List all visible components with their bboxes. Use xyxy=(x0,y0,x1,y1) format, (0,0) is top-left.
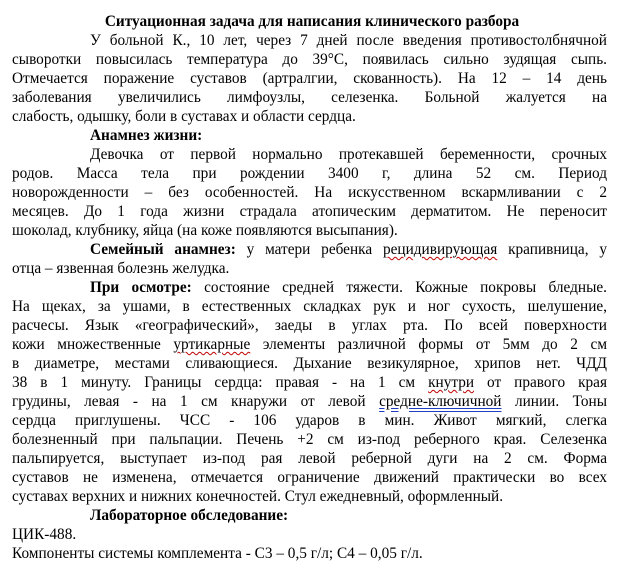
exam-line-8: сердца приглушены. ЧСС - 106 ударов в мин. Живот мягкий, слегка xyxy=(12,412,607,429)
anamnesis-line-4: месяцев. До 1 года жизни страдала атопическим дерматитом. Не переносит xyxy=(12,203,607,220)
exam-line-1 xyxy=(90,278,607,297)
lab-line-2: Компоненты системы комплемента - С3 – 0,5 г/л; С4 – 0,05 г/л. xyxy=(12,545,423,562)
lab-heading: Лабораторное обследование: xyxy=(90,507,289,524)
intro-line-1: У больной К., 10 лет, через 7 дней после введения противостолбнячной xyxy=(90,32,607,49)
family-heading: Семейный анамнез: xyxy=(90,241,236,258)
anamnesis-line-1: Девочка от первой нормально протекавшей беременности, срочных xyxy=(90,146,607,163)
exam-line-6 xyxy=(12,373,607,392)
exam-line-4b: элементы различной формы от 5мм до 2 см xyxy=(250,336,607,353)
intro-line-4: заболевания увеличились лимфоузлы, селезенка. Больной жалуется на xyxy=(12,89,607,106)
exam-line-5: в диаметре, местами сливающиеся. Дыхание везикулярное, хрипов нет. ЧДД xyxy=(12,355,607,372)
intro-line-2: сыворотки повысилась температура до 39°С, появилась сильно зудящая сыпь. xyxy=(12,51,607,68)
intro-line-5: слабость, одышку, боли в суставах и области сердца. xyxy=(12,108,356,125)
intro-line-3: Отмечается поражение суставов (артралгии, скованность). На 12 – 14 день xyxy=(12,70,607,87)
exam-line-1-rest: состояние средней тяжести. Кожные покровы бледные. xyxy=(191,279,607,296)
exam-heading: При осмотре: xyxy=(90,279,192,296)
exam-line-4 xyxy=(12,335,607,354)
exam-line-2: На щеках, за ушами, в естественных складках рук и ног сухость, шелушение, xyxy=(12,298,607,315)
family-text-1a: у матери ребенка xyxy=(235,241,383,258)
exam-line-6a: 38 в 1 минуту. Границы сердца: правая - на 1 см xyxy=(12,374,429,391)
anamnesis-line-3: новорожденности – без особенностей. На искусственном вскармливании с 2 xyxy=(12,184,607,201)
exam-line-7a: грудины, левая - на 1 см кнаружи от левой xyxy=(12,393,380,410)
family-text-1b: крапивница, у xyxy=(497,241,607,258)
exam-line-7 xyxy=(12,392,607,411)
family-line-2: отца – язвенная болезнь желудка. xyxy=(12,260,230,277)
lab-line-1: ЦИК-488. xyxy=(12,526,77,543)
exam-line-4a: кожи множественные xyxy=(12,336,174,353)
exam-line-4-underlined: уртикарные xyxy=(173,336,251,353)
exam-line-7-underlined: средне-ключичной xyxy=(379,393,502,410)
exam-line-12: суставах верхних и нижних конечностей. Стул ежедневный, оформленный. xyxy=(12,488,504,505)
exam-line-11: суставов не изменена, отмечается ограничение движений практически во всех xyxy=(12,469,607,486)
anamnesis-line-2: родов. Масса тела при рождении 3400 г, длина 52 см. Период xyxy=(12,165,607,182)
exam-line-10: пальпируется, выступает из-под рая левой реберной дуги на 2 см. Форма xyxy=(12,450,607,467)
document-title: Ситуационная задача для написания клинического разбора xyxy=(104,13,520,30)
anamnesis-heading: Анамнез жизни: xyxy=(90,127,203,144)
exam-line-6b: от правого края xyxy=(474,374,607,391)
family-line-1 xyxy=(90,240,607,259)
exam-line-9: болезненный при пальпации. Печень +2 см из-под реберного края. Селезенка xyxy=(12,431,607,448)
family-text-1-underlined: рецидивирующая xyxy=(382,241,498,258)
exam-line-7b: линии. Тоны xyxy=(501,393,607,410)
exam-line-6-underlined: кнутри xyxy=(428,374,475,391)
anamnesis-line-5: шоколад, клубнику, яйца (на коже появляются высыпания). xyxy=(12,222,398,239)
exam-line-3: расчесы. Язык «географический», заеды в углах рта. По всей поверхности xyxy=(12,317,607,334)
